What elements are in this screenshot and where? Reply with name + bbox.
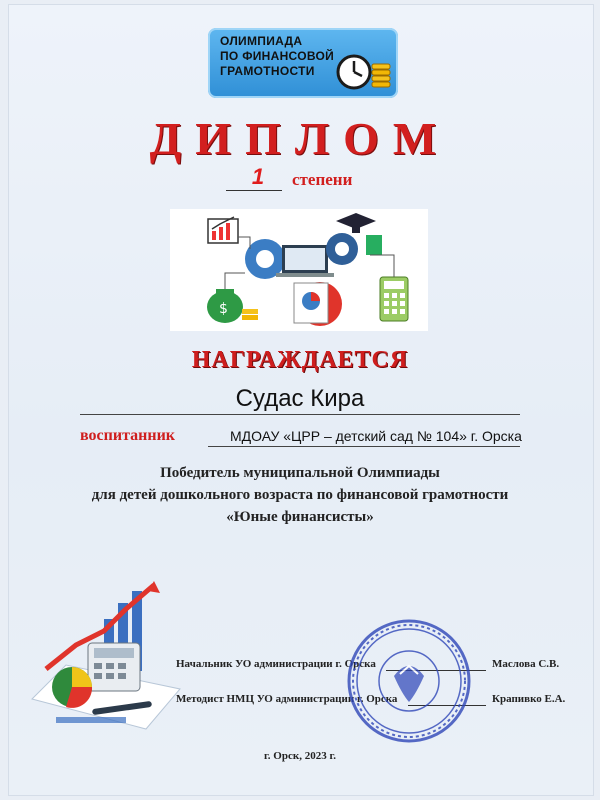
logo-line-3: ГРАМОТНОСТИ [220, 64, 315, 78]
logo-line-1: ОЛИМПИАДА [220, 34, 303, 48]
finance-illustration [170, 209, 428, 331]
diploma-title: ДИПЛОМ [149, 113, 451, 164]
recipient-name: Судас Кира [235, 385, 365, 412]
calculator-chart-art [26, 579, 186, 744]
corner-illustration [26, 579, 186, 744]
description-line-2: для детей дошкольного возраста по финансовой грамотности [91, 487, 509, 503]
pupil-label: воспитанник [80, 427, 175, 444]
olympiad-logo [208, 28, 398, 98]
degree-word: степени [292, 170, 353, 189]
signature-1-name: Маслова С.В. [492, 658, 560, 670]
svg-text:$: $ [219, 301, 228, 317]
institution-name: МДОАУ «ЦРР – детский сад № 104» г. Орска [230, 428, 522, 444]
degree-number: 1 [251, 164, 265, 189]
logo-line-2: ПО ФИНАНСОВОЙ [220, 49, 335, 63]
issue-place-date: г. Орск, 2023 г. [264, 750, 336, 762]
recipient-underline [80, 414, 520, 415]
official-seal-stamp [344, 616, 474, 746]
award-description [8, 462, 594, 528]
degree-underline [226, 190, 282, 191]
signature-1-position: Начальник УО администрации г. Орска [176, 658, 376, 670]
logo-text [220, 34, 350, 79]
clock-coins-icon [336, 48, 394, 94]
awarded-label: НАГРАЖДАЕТСЯ [191, 347, 409, 373]
signature-2-name: Крапивко Е.А. [492, 693, 566, 705]
certificate-sheet [8, 4, 594, 796]
finance-illustration-art [170, 209, 428, 331]
description-line-1: Победитель муниципальной Олимпиады [160, 465, 440, 481]
signature-2-position: Методист НМЦ УО администрации г. Орска [176, 693, 398, 705]
institution-underline [208, 446, 520, 447]
description-line-3: «Юные финансисты» [226, 509, 374, 525]
